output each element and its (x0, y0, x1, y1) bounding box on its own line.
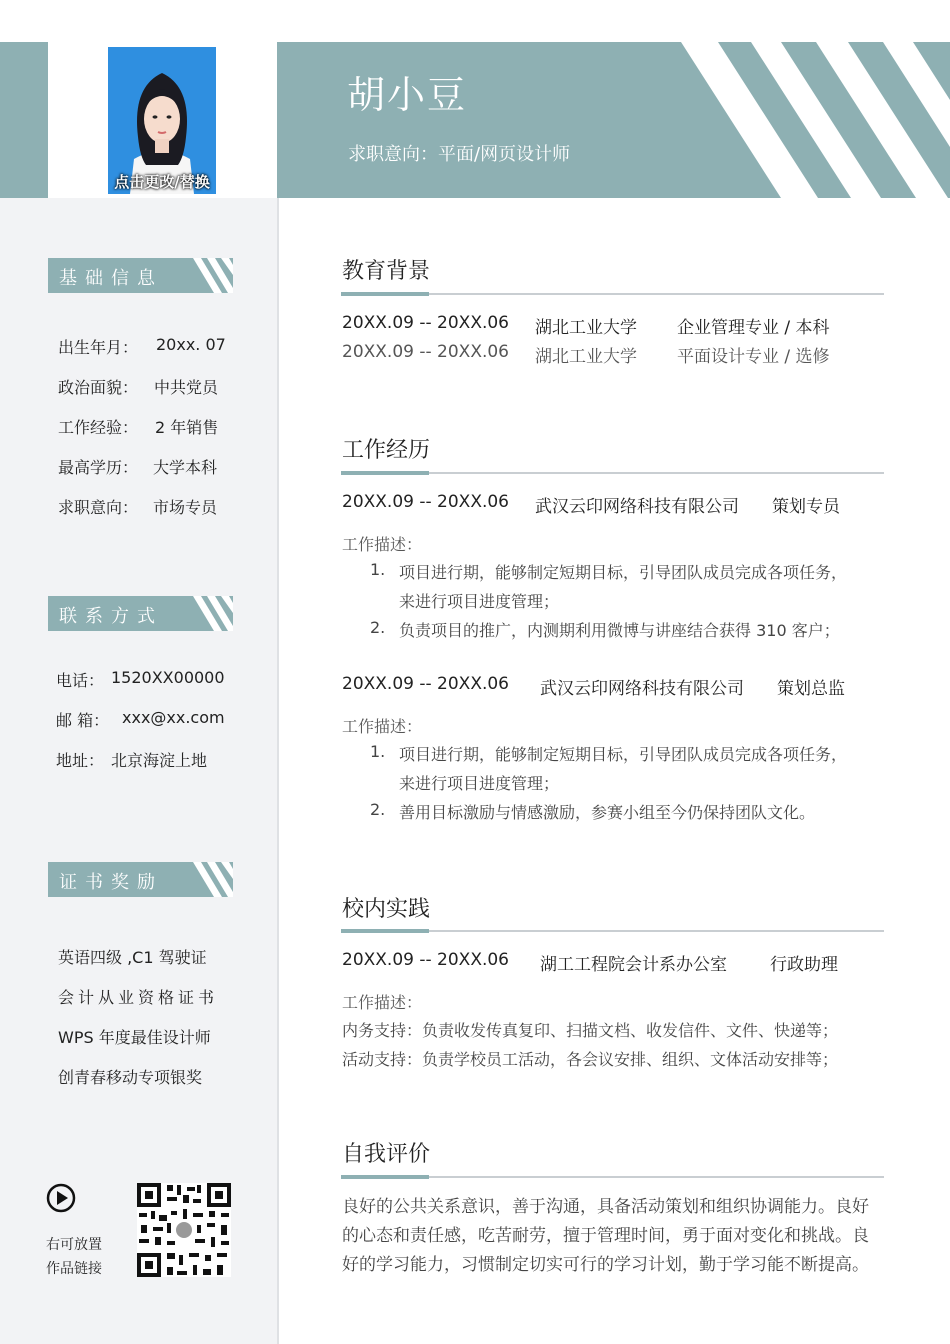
left-header-band (0, 42, 48, 198)
self-eval-line: 良好的公共关系意识，善于沟通，具备活动策划和组织协调能力。良好 (342, 1197, 869, 1217)
photo-change-label[interactable]: 点击更改/替换 (114, 173, 210, 191)
edu-major: 平面设计专业 / 选修 (677, 347, 830, 367)
column-divider (277, 198, 279, 1344)
list-number: 1. (370, 742, 386, 761)
work-title: 工作经历 (342, 438, 431, 463)
awards-header (48, 862, 233, 897)
self-eval-title: 自我评价 (342, 1142, 431, 1167)
birth-label: 出生年月： (58, 338, 139, 357)
job-role: 策划专员 (772, 497, 840, 517)
politics-row (58, 375, 219, 398)
job-desc-line: 来进行项目进度管理； (399, 592, 560, 611)
self-eval-text (342, 1193, 890, 1280)
job-date: 20XX.09 -- 20XX.06 (342, 674, 509, 694)
education-title: 教育背景 (342, 259, 431, 284)
qr-note-line: 右可放置 (46, 1237, 102, 1253)
degree-value: 大学本科 (153, 458, 218, 477)
email-row (56, 708, 225, 731)
experience-label: 工作经验： (58, 418, 139, 437)
campus-desc-label: 工作描述： (342, 993, 423, 1012)
header-slash-decoration (193, 862, 233, 897)
self-eval-line: 的心态和责任感，吃苦耐劳，擅于管理时间，勇于面对变化和挑战。良 (342, 1226, 869, 1246)
birth-row (58, 335, 226, 358)
job-company: 武汉云印网络科技有限公司 (540, 679, 744, 699)
job-desc-label: 工作描述： (342, 717, 423, 736)
qr-note (46, 1233, 102, 1281)
work-rule (341, 472, 884, 474)
edu-date: 20XX.09 -- 20XX.06 (342, 313, 509, 333)
edu-school: 湖北工业大学 (535, 347, 637, 367)
sidebar (0, 198, 277, 1344)
qr-note-line: 作品链接 (46, 1261, 102, 1277)
job-company: 武汉云印网络科技有限公司 (535, 497, 739, 517)
contact-header (48, 596, 233, 631)
edu-major: 企业管理专业 / 本科 (677, 318, 830, 338)
list-number: 2. (370, 800, 386, 819)
list-number: 2. (370, 618, 386, 637)
job-desc-line: 善用目标激励与情感激励，参赛小组至今仍保持团队文化。 (399, 803, 816, 822)
politics-label: 政治面貌： (58, 378, 139, 397)
basic-info-title: 基础信息 (59, 268, 163, 289)
award-item: 英语四级 ,C1 驾驶证 (58, 948, 207, 967)
job-desc-label: 工作描述： (342, 535, 423, 554)
campus-rule (341, 930, 884, 932)
phone-value[interactable]: 1520XX00000 (111, 668, 225, 687)
campus-role: 行政助理 (770, 955, 838, 975)
degree-label: 最高学历： (58, 458, 139, 477)
birth-value: 20xx. 07 (156, 335, 226, 354)
award-item: 创青春移动专项银奖 (58, 1068, 203, 1087)
address-row (56, 748, 208, 771)
header-slash-decoration (193, 258, 233, 293)
target-row (58, 495, 218, 518)
contact-title: 联系方式 (59, 606, 163, 627)
phone-label: 电话： (56, 671, 105, 690)
job-desc-line: 负责项目的推广，内测期利用微博与讲座结合获得 310 客户； (399, 621, 840, 640)
campus-desc-line: 活动支持：负责学校员工活动，各会议安排、组织、文体活动安排等； (342, 1050, 839, 1069)
education-rule (341, 293, 884, 295)
email-label: 邮 箱： (56, 711, 110, 730)
job-date: 20XX.09 -- 20XX.06 (342, 492, 509, 512)
email-value[interactable]: xxx@xx.com (122, 708, 225, 727)
edu-school: 湖北工业大学 (535, 318, 637, 338)
job-desc-line: 项目进行期，能够制定短期目标，引导团队成员完成各项任务， (399, 563, 848, 582)
target-label: 求职意向： (58, 498, 139, 517)
campus-desc-line: 内务支持：负责收发传真复印、扫描文档、收发信件、文件、快递等； (342, 1021, 839, 1040)
job-desc-line: 项目进行期，能够制定短期目标，引导团队成员完成各项任务， (399, 745, 848, 764)
basic-info-header (48, 258, 233, 293)
target-value: 市场专员 (153, 498, 218, 517)
campus-org: 湖工工程院会计系办公室 (540, 955, 727, 975)
awards-title: 证书奖励 (59, 872, 163, 893)
edu-date: 20XX.09 -- 20XX.06 (342, 342, 509, 362)
politics-value: 中共党员 (154, 378, 219, 397)
self-eval-line: 好的学习能力，习惯制定切实可行的学习计划，勤于学习能不断提高。 (342, 1255, 869, 1275)
qr-code-icon[interactable] (137, 1183, 231, 1277)
experience-value: 2 年销售 (155, 418, 219, 437)
job-role: 策划总监 (777, 679, 845, 699)
experience-row (58, 415, 219, 438)
play-icon[interactable] (46, 1183, 76, 1213)
header-slash-decoration (193, 596, 233, 631)
job-desc-line: 来进行项目进度管理； (399, 774, 560, 793)
job-intent: 求职意向：平面/网页设计师 (348, 144, 571, 165)
candidate-name: 胡小豆 (347, 73, 468, 117)
award-item: WPS 年度最佳设计师 (58, 1028, 211, 1047)
address-value: 北京海淀上地 (111, 751, 208, 770)
phone-row (56, 668, 225, 691)
profile-photo[interactable] (108, 47, 216, 194)
award-item: 会计从业资格证书 (58, 988, 219, 1007)
campus-date: 20XX.09 -- 20XX.06 (342, 950, 509, 970)
self-eval-rule (341, 1176, 884, 1178)
degree-row (58, 455, 218, 478)
address-label: 地址： (56, 751, 105, 770)
campus-title: 校内实践 (342, 897, 431, 922)
list-number: 1. (370, 560, 386, 579)
